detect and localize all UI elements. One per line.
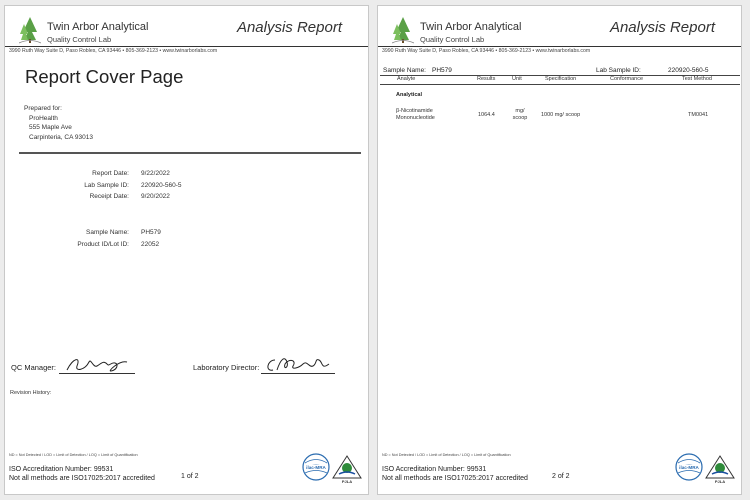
results-lab-sample-id-label: Lab Sample ID: (596, 67, 641, 74)
iso-statement: Not all methods are ISO17025:2017 accredited (382, 475, 528, 482)
lab-director-signature (263, 354, 335, 376)
column-header-test-method: Test Method (682, 76, 712, 82)
pjla-text: PJLA (341, 479, 353, 484)
results-lab-sample-id: 220920-560-5 (668, 67, 709, 74)
section-divider (19, 152, 361, 154)
page-number: 2 of 2 (552, 473, 570, 480)
company-name: Twin Arbor Analytical (47, 21, 149, 33)
column-header-results: Results (477, 76, 496, 82)
document-title: Analysis Report (236, 19, 342, 36)
iso-number: ISO Accreditation Number: 99531 (9, 466, 114, 473)
client-name: ProHealth (29, 114, 58, 122)
product-lot-id-value: 22052 (141, 241, 160, 248)
section-heading-analytical: Analytical (396, 92, 422, 98)
table-header-rule (380, 84, 740, 85)
report-page-2 (377, 5, 742, 495)
sample-name-label: Sample Name: (86, 229, 129, 236)
tree-logo-icon (392, 16, 414, 44)
cover-page-title: Report Cover Page (25, 66, 184, 87)
prepared-for-block (24, 104, 93, 142)
lab-division: Quality Control Lab (47, 35, 112, 44)
receipt-date-label: Receipt Date: (89, 193, 129, 200)
report-date-value: 9/22/2022 (141, 170, 170, 177)
iso-statement: Not all methods are ISO17025:2017 accredited (9, 475, 155, 482)
ilac-mra-logo-icon (676, 454, 702, 480)
column-header-analyte: Analyte (397, 76, 416, 82)
result-cell: 1064.4 (478, 112, 495, 118)
tree-logo-icon (19, 16, 41, 44)
ilac-mra-text: ilac-MRA (306, 465, 326, 471)
client-street: 555 Maple Ave (29, 124, 72, 132)
abbreviations-note: ND = Not Detected / LOD = Limit of Detection / LOQ = Limit of Quantification (382, 453, 511, 457)
page-number: 1 of 2 (181, 473, 199, 480)
pjla-logo-icon (333, 456, 361, 484)
results-sample-name-label: Sample Name: (383, 67, 426, 74)
company-name: Twin Arbor Analytical (420, 21, 522, 33)
lab-division: Quality Control Lab (420, 35, 485, 44)
report-date-label: Report Date: (92, 170, 129, 177)
abbreviations-note: ND = Not Detected / LOD = Limit of Detection / LOQ = Limit of Quantification (9, 453, 138, 457)
page-header (5, 6, 368, 54)
sample-name-value: PH579 (141, 229, 161, 236)
accreditation-logos (301, 452, 363, 484)
column-header-specification: Specification (545, 76, 577, 82)
qc-manager-signature (63, 354, 133, 376)
unit-cell: mg/ scoop (512, 108, 528, 121)
accreditation-logos (674, 452, 736, 484)
test-method-cell: TM0041 (688, 112, 709, 118)
client-city: Carpinteria, CA 93013 (29, 133, 93, 141)
iso-accreditation (382, 465, 528, 483)
column-header-unit: Unit (512, 76, 522, 82)
header-divider (378, 46, 741, 47)
analyte-cell: β-Nicotinamide Mononucleotide (396, 108, 435, 121)
lab-address: 3990 Ruth Way Suite D, Paso Robles, CA 93446 • 805-369-2123 • www.twinarborlabs.com (382, 48, 591, 54)
document-title: Analysis Report (609, 19, 715, 36)
lab-director-label: Laboratory Director: (193, 363, 260, 372)
column-header-conformance: Conformance (610, 76, 644, 82)
page-header (378, 6, 741, 54)
receipt-date-value: 9/20/2022 (141, 193, 170, 200)
revision-history-label: Revision History: (10, 390, 52, 396)
iso-number: ISO Accreditation Number: 99531 (382, 466, 487, 473)
ilac-mra-logo-icon (303, 454, 329, 480)
lab-sample-id-value: 220920-560-5 (141, 182, 182, 189)
lab-sample-id-label: Lab Sample ID: (84, 182, 129, 189)
iso-accreditation (9, 465, 155, 483)
pjla-text: PJLA (714, 479, 726, 484)
results-sample-name: PH579 (432, 67, 452, 74)
pjla-logo-icon (706, 456, 734, 484)
lab-address: 3990 Ruth Way Suite D, Paso Robles, CA 93446 • 805-369-2123 • www.twinarborlabs.com (9, 48, 218, 54)
qc-manager-label: QC Manager: (11, 363, 57, 372)
ilac-mra-text: ilac-MRA (679, 465, 699, 471)
report-page-1 (4, 5, 369, 495)
specification-cell: 1000 mg/ scoop (541, 112, 581, 118)
product-lot-id-label: Product ID/Lot ID: (77, 241, 129, 248)
header-divider (5, 46, 368, 47)
prepared-for-label: Prepared for: (24, 105, 62, 112)
